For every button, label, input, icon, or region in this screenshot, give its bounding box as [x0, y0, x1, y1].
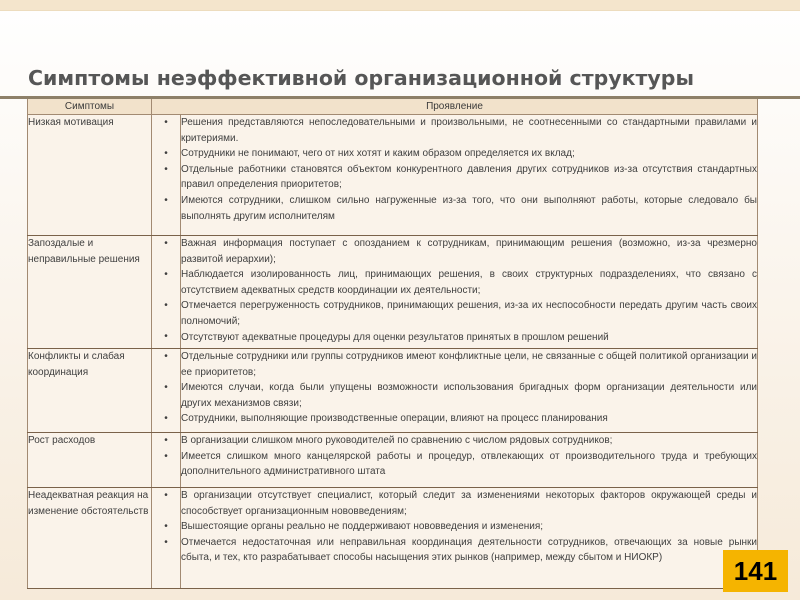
bullet-column [152, 488, 181, 589]
manifestation-item: Сотрудники, выполняющие производственные операции, влияют на процесс планирования [181, 413, 608, 425]
bullet: • [164, 300, 168, 311]
table-header-row [28, 99, 758, 115]
manifestation-cell [181, 349, 758, 433]
symptom-cell: Конфликты и слабая координация [28, 349, 152, 433]
bullet: • [164, 238, 168, 249]
bullet: • [164, 117, 168, 128]
manifestation-item: Сотрудники не понимают, чего от них хотят и каким образом определяется их вклад; [181, 148, 575, 160]
bullet-column [152, 236, 181, 349]
manifestation-cell [181, 488, 758, 589]
page-number-badge: 141 [723, 550, 788, 592]
symptom-cell: Неадекватная реакция на изменение обстоятельств [28, 488, 152, 589]
column-header-symptoms: Симптомы [28, 99, 152, 115]
manifestation-item: Отсутствуют адекватные процедуры для оценки результатов принятых в прошлом решений [181, 331, 609, 343]
symptoms-table [27, 99, 758, 589]
bullet-column [152, 433, 181, 488]
manifestation-item: В организации слишком много руководителей по сравнению с числом рядовых сотрудников; [181, 435, 613, 446]
symptom-cell: Запоздалые и неправильные решения [28, 236, 152, 349]
manifestation-item: Важная информация поступает с опозданием к сотрудникам, принимающим решения (возможно, из-за чрезмерно развитой иерархии); [181, 238, 757, 265]
manifestation-item: Имеются случаи, когда были упущены возможности использования бригадных форм организации деятельности или других механизмов связи; [181, 382, 757, 409]
manifestation-item: Отмечается перегруженность сотрудников, принимающих решения, из-за их неспособности передать другим часть своих полномочий; [181, 300, 757, 327]
manifestation-cell [181, 115, 758, 236]
bullet: • [164, 382, 168, 393]
bullet: • [164, 164, 168, 175]
table-row [28, 433, 758, 488]
manifestation-item: Отдельные сотрудники или группы сотрудников имеют конфликтные цели, не связанные с общей политикой организации и ее приоритетов; [181, 351, 757, 378]
bullet: • [164, 451, 168, 462]
manifestation-item: Отдельные работники становятся объектом конкурентного давления других сотрудников из-за отсутствия стандартных правил определения приоритетов; [181, 163, 757, 191]
manifestation-item: Отмечается недостаточная или неправильная координация деятельности сотрудников, отвечающих за новые рынки сбыта, и тех, кто разрабатывает способы насыщения этих рынков (например, между сбытом и НИОКР) [181, 536, 757, 564]
manifestation-item: Имеются сотрудники, слишком сильно нагруженные из-за того, что они выполняют работы, которые следовало бы выполнять другим исполнителям [181, 194, 757, 222]
bullet: • [164, 351, 168, 362]
column-header-manifestation: Проявление [152, 99, 758, 115]
bullet: • [164, 521, 168, 532]
bullet: • [164, 435, 168, 446]
manifestation-item: Решения представляются непоследовательными и произвольными, не соотнесенными со стандартными правилами и критериями. [181, 117, 757, 144]
bullet: • [164, 269, 168, 280]
bullet: • [164, 148, 168, 159]
bullet: • [164, 537, 168, 548]
bullet: • [164, 413, 168, 424]
symptom-cell: Рост расходов [28, 433, 152, 488]
bullet-column [152, 349, 181, 433]
manifestation-cell [181, 236, 758, 349]
page-title: Симптомы неэффективной организационной структуры [28, 66, 694, 90]
bullet-column [152, 115, 181, 236]
manifestation-item: Наблюдается изолированность лиц, принимающих решения, в своих структурных подразделениях, что связано с отсутствием адекватных средств координации их деятельности; [181, 269, 757, 296]
manifestation-cell [181, 433, 758, 488]
bullet: • [164, 490, 168, 501]
table-row [28, 488, 758, 589]
symptom-cell: Низкая мотивация [28, 115, 152, 236]
bullet: • [164, 331, 168, 342]
top-decor-bar [0, 0, 800, 11]
manifestation-item: Вышестоящие органы реально не поддерживают нововведения и изменения; [181, 521, 544, 533]
table-row [28, 349, 758, 433]
table-row [28, 236, 758, 349]
manifestation-item: Имеется слишком много канцелярской работы и процедур, отвлекающих от производительного труда и требующих дополнительного административного штата [181, 450, 757, 478]
manifestation-item: В организации отсутствует специалист, который следит за изменениями некоторых факторов окружающей среды и способствует организационным нововведениям; [181, 490, 757, 517]
bullet: • [164, 195, 168, 206]
table-row [28, 115, 758, 236]
